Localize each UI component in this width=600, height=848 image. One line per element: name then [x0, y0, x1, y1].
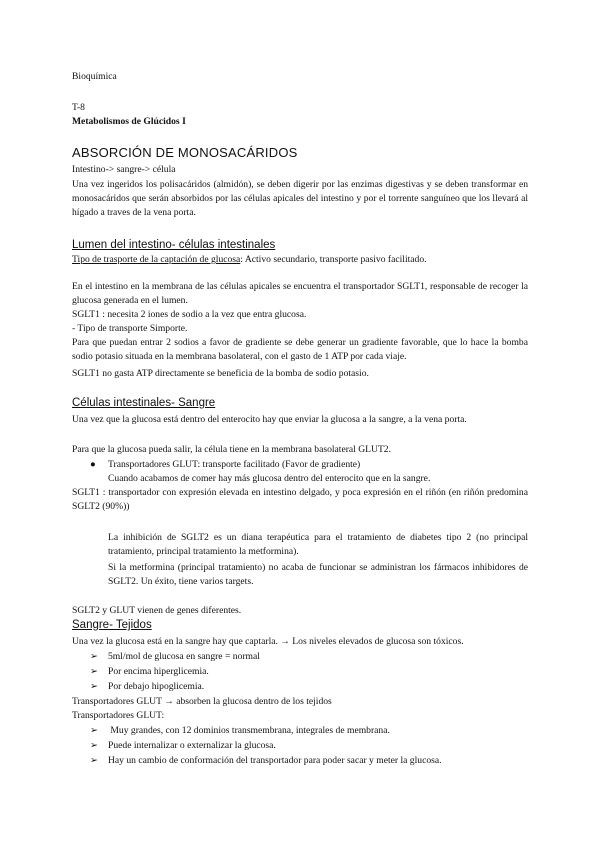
arrow-bullet-icon: ➢ [90, 725, 99, 736]
list-item: ➢ Puede internalizar o externalizar la glucosa. [90, 740, 276, 751]
enterocito-paragraph: Una vez que la glucosa está dentro del enterocito hay que enviar la glucosa a la sangre, a la vena porta. [72, 414, 467, 425]
section-heading-celulas-sangre: Células intestinales- Sangre [72, 397, 216, 409]
glut-absorb-line: Transportadores GLUT → absorben la glucosa dentro de los tejidos [72, 696, 332, 707]
bullet-subtext: Cuando acabamos de comer hay más glucosa dentro del enterocito que en la sangre. [108, 473, 431, 484]
subject-label: Bioquímica [72, 71, 117, 82]
transport-type-label: Tipo de trasporte de la captación de glucosa [72, 254, 241, 265]
list-item: ➢ Hay un cambio de conformación del transportador para poder sacar y meter la glucosa. [90, 755, 442, 766]
transport-type-value: : Activo secundario, transporte pasivo facilitado. [240, 254, 427, 265]
topic-code: T-8 [72, 102, 85, 113]
metformina-note: Si la metformina (principal tratamiento) no acaba de funcionar se administran los fármacos inhibidores de SGLT2. Un éxito, tiene varios targets. [108, 562, 528, 587]
list-item: ➢ 5ml/mol de glucosa en sangre = normal [90, 651, 260, 662]
arrow-bullet-icon: ➢ [90, 681, 99, 692]
bullet-glut [90, 458, 360, 472]
arrow-bullet-icon: ➢ [90, 740, 99, 751]
section-heading-sangre-tejidos: Sangre- Tejidos [72, 619, 152, 631]
bullet-dot-icon: ● [90, 459, 96, 470]
arrow-bullet-icon: ➢ [90, 755, 99, 766]
sglt1-sodium-line: SGLT1 : necesita 2 iones de sodio a la vez que entra glucosa. [72, 309, 307, 320]
sglt2-inhibition-note: La inhibición de SGLT2 es un diana terapéutica para el tratamiento de diabetes tipo 2 (no principal tratamiento, principal tratamiento la metformina). [108, 532, 528, 557]
transport-type-line [72, 253, 427, 267]
section-heading-lumen: Lumen del intestino- células intestinales [72, 239, 276, 251]
page-title: Metabolismos de Glúcidos I [72, 116, 186, 127]
sglt1-paragraph: En el intestino en la membrana de las células apicales se encuentra el transportador SGLT1, responsable de recoger la glucosa generada en el lumen. [72, 281, 528, 306]
glut-list-intro: Transportadores GLUT: [72, 710, 165, 721]
genes-line: SGLT2 y GLUT vienen de genes diferentes. [72, 605, 242, 616]
bullet-text: Transportadores GLUT: transporte facilitado (Favor de gradiente) [108, 459, 361, 470]
captacion-line: Una vez la glucosa está en la sangre hay que captarla. → Los niveles elevados de glucosa son tóxicos. [72, 636, 464, 647]
arrow-bullet-icon: ➢ [90, 666, 99, 677]
sglt1-expression-paragraph: SGLT1 : transportador con expresión elevada en intestino delgado, y poca expresión en el riñón (en riñón predomina SGLT2 (90%)) [72, 487, 528, 512]
section-heading-absorcion: ABSORCIÓN DE MONOSACÁRIDOS [72, 145, 298, 160]
sglt1-atp-line: SGLT1 no gasta ATP directamente se beneficia de la bomba de sodio potasio. [72, 368, 369, 379]
gradient-paragraph: Para que puedan entrar 2 sodios a favor de gradiente se debe generar un gradiente favorable, que lo hace la bomba sodio potasio situada en la membrana basolateral, con el gasto de 1 ATP por cada viaje. [72, 337, 528, 362]
list-item: ➢ Por debajo hipoglicemia. [90, 681, 205, 692]
simporte-line: - Tipo de transporte Simporte. [72, 323, 188, 334]
list-item: ➢ Muy grandes, con 12 dominios transmembrana, integrales de membrana. [90, 725, 390, 736]
arrow-bullet-icon: ➢ [90, 651, 99, 662]
glut2-line: Para que la glucosa pueda salir, la célula tiene en la membrana basolateral GLUT2. [72, 444, 392, 455]
intro-paragraph: Una vez ingeridos los polisacáridos (almidón), se deben digerir por las enzimas digestivas y se deben transformar en monosacáridos que serán absorbidos por las células apicales del intestino y por el torrente sanguíneo que los llevará al hígado a traves de la vena porta. [72, 179, 528, 218]
route-line: Intestino-> sangre-> célula [72, 164, 176, 175]
list-item: ➢ Por encima hiperglicemia. [90, 666, 209, 677]
